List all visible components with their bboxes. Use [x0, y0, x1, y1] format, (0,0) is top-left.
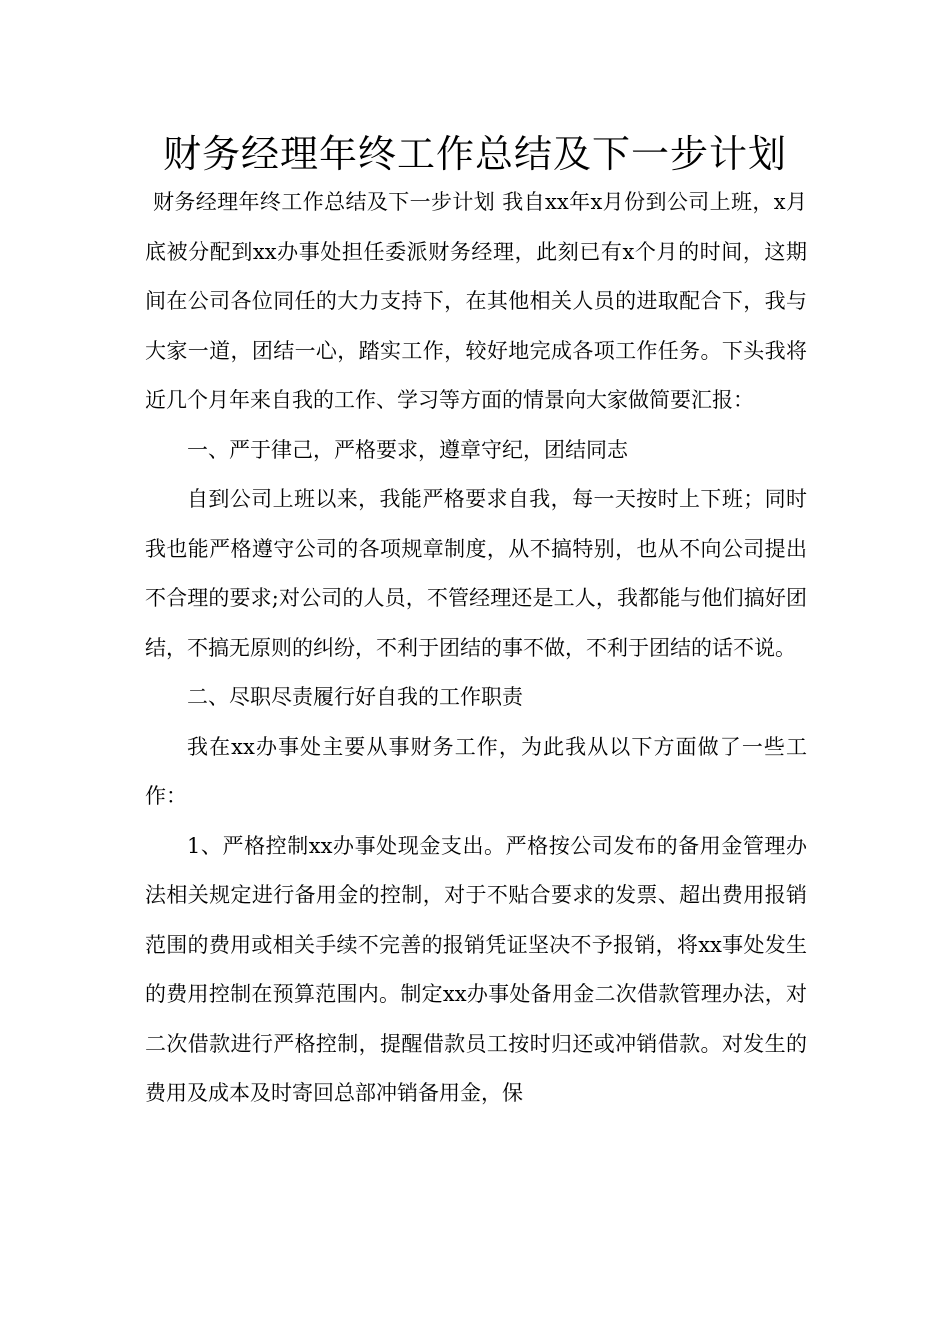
- section-heading-2: 二、尽职尽责履行好自我的工作职责: [187, 685, 523, 709]
- intro-paragraph: 财务经理年终工作总结及下一步计划 我自xx年x月份到公司上班，x月底被分配到xx办事处担任委派财务经理，此刻已有x个月的时间，这期间在公司各位同任的大力支持下，在其他相关人员的进取配合下，我与大家一道，团结一心，踏实工作，较好地完成各项工作任务。下头我将近几个月年来自我的工作、学习等方面的情景向大家做简要汇报：: [145, 190, 807, 412]
- document-body: [145, 178, 807, 1119]
- item-1-paragraph: 1、严格控制xx办事处现金支出。严格按公司发布的备用金管理办法相关规定进行备用金的控制，对于不贴合要求的发票、超出费用报销范围的费用或相关手续不完善的报销凭证坚决不予报销，将xx事处发生的费用控制在预算范围内。制定xx办事处备用金二次借款管理办法，对二次借款进行严格控制，提醒借款员工按时归还或冲销借款。对发生的费用及成本及时寄回总部冲销备用金，保: [145, 833, 807, 1105]
- section-2-paragraph: 我在xx办事处主要从事财务工作，为此我从以下方面做了一些工作：: [145, 734, 807, 808]
- section-1-paragraph: 自到公司上班以来，我能严格要求自我，每一天按时上下班；同时我也能严格遵守公司的各项规章制度，从不搞特别，也从不向公司提出不合理的要求;对公司的人员，不管经理还是工人，我都能与他们搞好团结，不搞无原则的纠纷，不利于团结的事不做，不利于团结的话不说。: [145, 487, 807, 660]
- document-title: 财务经理年终工作总结及下一步计划: [162, 132, 787, 176]
- section-heading-1: 一、严于律己，严格要求，遵章守纪，团结同志: [187, 437, 628, 462]
